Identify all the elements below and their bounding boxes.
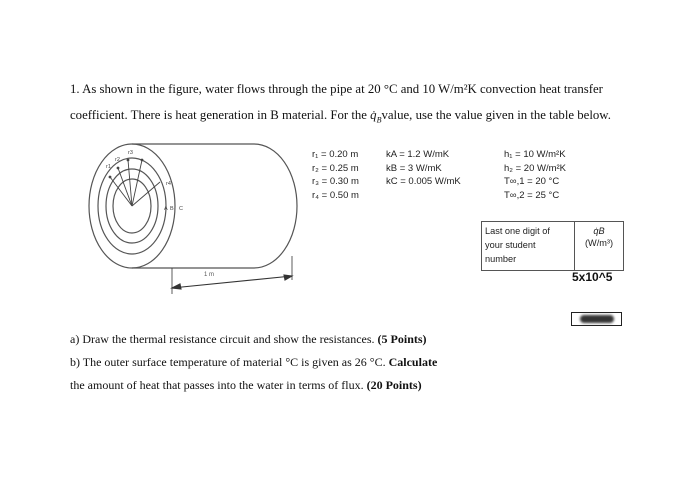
h1: h₁ = 10 W/m²K: [504, 149, 566, 160]
arrow-heads: [109, 159, 144, 179]
t-inf-1: T∞,1 = 20 °C: [504, 176, 560, 187]
qb-header: q̇B (W/m³): [575, 222, 624, 271]
qb-value: 5x10^5: [572, 270, 613, 284]
layer-label-b: B: [170, 206, 174, 212]
problem-statement: [70, 76, 660, 134]
pipe-figure: [82, 130, 307, 300]
radius-r3: r₃ = 0.30 m: [312, 176, 359, 187]
problem-text-2b: value, use the value given in the table below.: [381, 108, 611, 122]
radius-r2: r₂ = 0.25 m: [312, 162, 359, 174]
layer-label-a: A: [164, 206, 168, 212]
conductivity-a: kA = 1.2 W/mK: [386, 149, 450, 160]
part-a: a) Draw the thermal resistance circuit and show the resistances. (5 Points): [70, 332, 427, 346]
parameters: [312, 148, 612, 218]
length-label: 1 m: [204, 272, 215, 278]
radius-label-r2: r2: [115, 157, 120, 163]
part-b: b) The outer surface temperature of material °C is given as 26 °C. Calculate: [70, 355, 438, 369]
problem-line-2: [70, 102, 660, 134]
q-symbol: q̇: [370, 108, 377, 122]
heat-generation-table: [481, 221, 624, 271]
problem-text-1: As shown in the figure, water flows through the pipe at 20 °C and 10 W/m²K convection heat transfer: [82, 82, 603, 96]
radius-label-r4: r4: [166, 181, 171, 187]
question-parts: [70, 328, 437, 397]
conditions-list: [504, 148, 566, 202]
problem-number: 1.: [70, 82, 80, 96]
redacted-cell: [571, 312, 622, 326]
problem-line-1: [70, 76, 660, 102]
pipe-outline: [89, 144, 297, 268]
redaction-mark: [580, 315, 614, 323]
radii-list: [312, 148, 359, 202]
radius-label-r1: r1: [106, 164, 111, 170]
radius-r4: r₄ = 0.50 m: [312, 189, 359, 201]
part-b-continued: the amount of heat that passes into the water in terms of flux. (20 Points): [70, 378, 422, 392]
conductivity-list: [386, 148, 461, 189]
h2: h₂ = 20 W/m²K: [504, 162, 567, 174]
student-number-header: Last one digit of your student number: [482, 222, 575, 271]
q-subscript: B: [376, 115, 382, 125]
problem-text-2a: coefficient. There is heat generation in B material. For the: [70, 108, 371, 122]
conductivity-c: kC = 0.005 W/mK: [386, 176, 461, 187]
conductivity-b: kB = 3 W/mK: [386, 162, 442, 174]
radius-label-r3: r3: [128, 150, 133, 156]
radius-r1: r₁ = 0.20 m: [312, 149, 359, 160]
t-inf-2: T∞,2 = 25 °C: [504, 189, 560, 201]
layer-label-c: C: [179, 206, 183, 212]
